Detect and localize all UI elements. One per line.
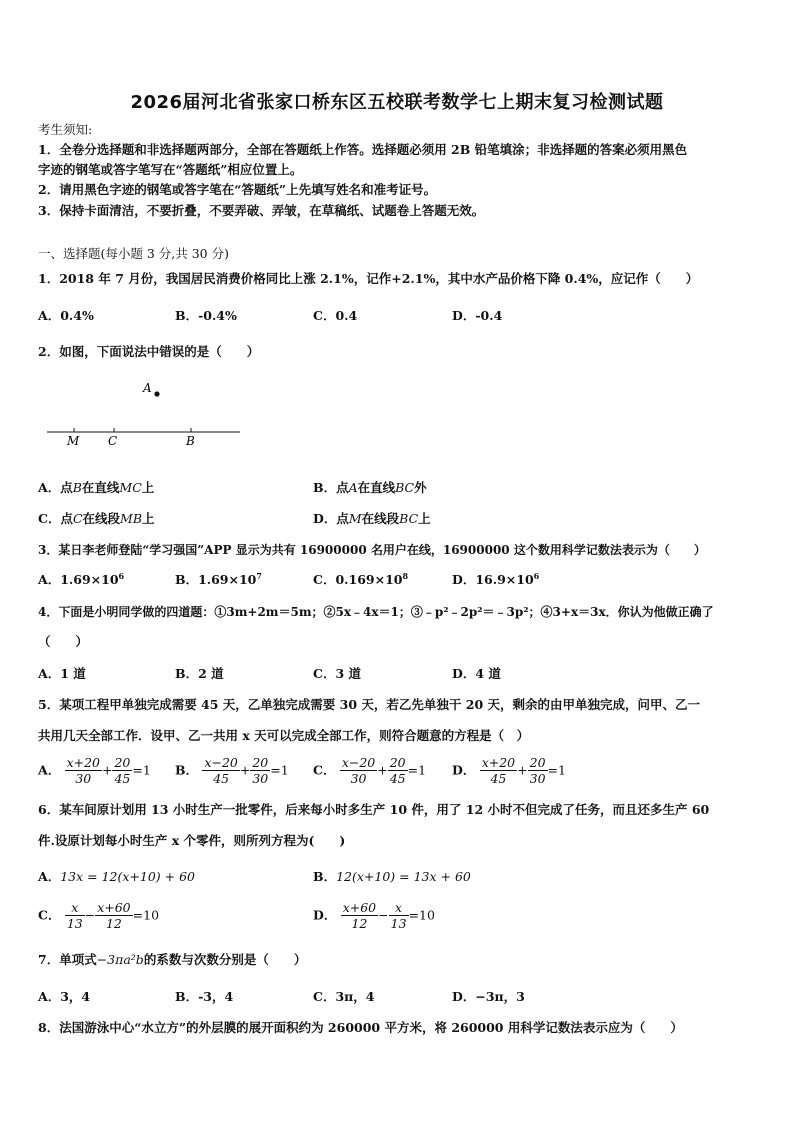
point-b-label: B [186, 434, 195, 448]
q5-d-d2: 30 [529, 771, 546, 786]
q1-option-c: C．0.4 [313, 308, 358, 323]
notice-item-1-cont: 字迹的钢笔或答字笔写在“答题纸”相应位置上。 [38, 162, 303, 177]
q3-option-d [452, 572, 539, 588]
q4-option-c: C．3 道 [313, 666, 361, 681]
q1-stem: 1．2018 年 7 月份，我国居民消费价格同比上涨 2.1%，记作+2.1%，其中水产品价格下降 0.4%，应记作（ ） [38, 271, 699, 286]
q4-option-a: A．1 道 [38, 666, 86, 681]
q5-a-d2: 45 [114, 771, 131, 786]
q6-option-b [313, 869, 471, 885]
q3-c-exp: 8 [402, 570, 409, 581]
point-a-label: A [143, 381, 152, 395]
q2-c-mid: 在线段 [82, 511, 121, 526]
q6-c-d1: 13 [66, 916, 83, 931]
q4-stem-cont: （ ） [38, 634, 89, 649]
q3-b-base: B．1.69×10 [175, 572, 257, 587]
q5-a-frac2 [112, 755, 132, 786]
q6-stem: 6．某车间原计划用 13 小时生产一批零件，后来每小时多生产 10 件，用了 12 小时不但完成了任务，而且还多生产 60 [38, 802, 710, 817]
q5-d-n1: x+20 [481, 755, 516, 770]
q2-d-pre: D．点 [313, 511, 349, 526]
notice-item-3: 3．保持卡面清洁，不要折叠，不要弄破、弄皱，在草稿纸、试题卷上答题无效。 [38, 203, 485, 218]
q5-option-a: A． $\frac{x+20}{30}$ + $\frac{20}{45}$ =1 [38, 755, 151, 786]
q8-stem: 8．法国游泳中心“水立方”的外层膜的展开面积约为 260000 平方米，将 260000 用科学记数法表示应为（ ） [38, 1020, 683, 1035]
q6-d-rhs: =10 [408, 907, 435, 923]
q2-figure [40, 375, 250, 450]
q1-option-d: D．-0.4 [452, 308, 503, 323]
q5-d-label: D． [452, 762, 476, 778]
q3-option-a [38, 572, 124, 588]
q2-b-post: 外 [414, 480, 427, 495]
q5-d-n2: 20 [529, 755, 546, 770]
q7-option-a: A．3，4 [38, 989, 91, 1004]
q6-d-d1: 12 [351, 916, 368, 931]
q6-c-label: C． [38, 907, 61, 923]
q7-option-b: B．-3，4 [175, 989, 234, 1004]
q6-d-n1: x+60 [342, 900, 377, 915]
q2-d-segment: BC [399, 511, 419, 526]
q4-stem: 4．下面是小明同学做的四道题：①3m+2m＝5m；②5x﹣4x＝1；③﹣p²﹣2p²＝﹣3p²；④3+x＝3x．你认为他做正确了 [38, 605, 714, 619]
q6-d-label: D． [313, 907, 337, 923]
q2-c-segment: MB [120, 511, 143, 526]
q2-option-b [313, 480, 427, 496]
q5-stem-cont: 共用几天全部工作．设甲、乙一共用 x 天可以完成全部工作，则符合题意的方程是（ ） [38, 728, 530, 743]
q5-a-n1: x+20 [66, 755, 100, 770]
q2-b-point: A [348, 480, 358, 495]
q1-option-b: B．-0.4% [175, 308, 237, 323]
q5-d-frac2 [528, 755, 548, 786]
q5-stem: 5．某项工程甲单独完成需要 45 天，乙单独完成需要 30 天，若乙先单独干 20 天，剩余的由甲单独完成，问甲、乙一 [38, 697, 700, 712]
q5-b-d2: 30 [252, 771, 269, 786]
q2-c-pre: C．点 [38, 511, 73, 526]
q5-c-d2: 45 [389, 771, 406, 786]
q5-c-n2: 20 [389, 755, 406, 770]
q2-c-point: C [72, 511, 83, 526]
q5-c-d1: 30 [350, 771, 367, 786]
q1-option-a: A．0.4% [38, 308, 94, 323]
q5-c-label: C． [313, 762, 336, 778]
q5-b-n2: 20 [252, 755, 269, 770]
q5-a-rhs: =1 [132, 762, 151, 778]
q7-option-c: C．3π，4 [313, 989, 375, 1004]
q2-option-a [38, 480, 154, 496]
q2-a-pre: A．点 [38, 480, 73, 495]
q2-a-post: 上 [141, 480, 155, 495]
q6-c-n1: x [65, 900, 85, 916]
q6-a-label: A． [38, 869, 61, 884]
q5-option-d: D． $\frac{x+20}{45}$ + $\frac{20}{30}$ =1 [452, 755, 566, 786]
q6-b-expr: 12(x+10) = 13x + 60 [336, 869, 471, 884]
q7-monomial: −3πa²b [96, 952, 144, 967]
q5-a-label: A． [38, 762, 61, 778]
q3-d-exp: 6 [533, 570, 540, 581]
section-heading: 一、选择题(每小题 3 分,共 30 分) [38, 246, 229, 261]
q6-d-op: − [378, 907, 389, 923]
q5-a-d1: 30 [75, 771, 92, 786]
q6-b-label: B． [313, 869, 337, 884]
q3-d-base: D．16.9×10 [452, 572, 534, 587]
point-a-dot [154, 391, 159, 396]
q3-c-base: C．0.169×10 [313, 572, 403, 587]
q7-stem-post: 的系数与次数分别是（ ） [143, 952, 307, 967]
q5-c-frac2 [388, 755, 408, 786]
q5-c-frac1 [340, 755, 377, 786]
point-c-label: C [108, 434, 118, 448]
q6-option-d [313, 900, 435, 931]
q2-option-c [38, 511, 155, 527]
q6-c-d2: 12 [105, 916, 122, 931]
q6-c-frac2 [95, 900, 132, 931]
q6-d-frac2 [389, 900, 409, 931]
q5-d-frac1 [480, 755, 517, 786]
q5-b-frac2 [250, 755, 270, 786]
point-m-label: M [67, 434, 80, 448]
q5-d-rhs: =1 [547, 762, 566, 778]
q7-stem-pre: 7．单项式 [38, 952, 97, 967]
q5-a-n2: 20 [114, 755, 131, 770]
q3-option-c [313, 572, 408, 588]
q6-a-expr: 13x = 12(x+10) + 60 [60, 869, 195, 884]
q7-stem [38, 952, 306, 968]
q3-b-exp: 7 [256, 570, 262, 581]
q2-b-pre: B．点 [313, 480, 349, 495]
q7-option-d: D．−3π，3 [452, 989, 525, 1004]
q5-b-label: B． [175, 762, 199, 778]
q6-c-rhs: =10 [132, 907, 160, 923]
q6-option-c [38, 900, 159, 931]
q2-b-mid: 在直线 [357, 480, 396, 495]
q5-option-c: C． $\frac{x-20}{30}$ + $\frac{20}{45}$ =1 [313, 755, 427, 786]
notice-heading: 考生须知: [38, 122, 93, 137]
q2-a-mid: 在直线 [81, 480, 120, 495]
q2-a-line: MC [119, 480, 142, 495]
q2-d-post: 上 [418, 511, 431, 526]
q5-c-rhs: =1 [407, 762, 427, 778]
notice-item-1: 1．全卷分选择题和非选择题两部分，全部在答题纸上作答。选择题必须用 2B 铅笔填涂；非选择题的答案必须用黑色 [38, 142, 688, 157]
q3-stem: 3．某日李老师登陆“学习强国”APP 显示为共有 16900000 名用户在线，16900000 这个数用科学记数法表示为（ ） [38, 543, 706, 557]
q5-b-d1: 45 [213, 771, 230, 786]
notice-item-2: 2．请用黑色字迹的钢笔或答字笔在“答题纸”上先填写姓名和准考证号。 [38, 182, 437, 197]
q6-c-n2: x+60 [97, 900, 131, 915]
q5-b-n1: x−20 [204, 755, 238, 770]
q2-option-d [313, 511, 431, 527]
q5-c-n1: x−20 [341, 755, 376, 770]
q2-d-mid: 在线段 [361, 511, 400, 526]
q6-c-frac1 [65, 900, 85, 931]
q6-d-frac1 [341, 900, 378, 931]
q6-stem-cont: 件.设原计划每小时生产 x 个零件，则所列方程为( ) [38, 833, 346, 848]
q2-c-post: 上 [142, 511, 155, 526]
q2-a-point: B [72, 480, 82, 495]
page-title: 2026届河北省张家口桥东区五校联考数学七上期末复习检测试题 [130, 92, 664, 113]
q4-option-d: D．4 道 [452, 666, 501, 681]
q2-stem: 2．如图，下面说法中错误的是（ ） [38, 344, 260, 359]
q3-option-b [175, 572, 262, 588]
q6-d-d2: 13 [390, 916, 407, 931]
q4-option-b: B．2 道 [175, 666, 224, 681]
q6-c-op: − [84, 907, 96, 923]
q2-d-point: M [348, 511, 362, 526]
q2-b-line: BC [395, 480, 415, 495]
q3-a-base: A．1.69×10 [38, 572, 119, 587]
q5-a-frac1 [65, 755, 102, 786]
q5-b-rhs: =1 [270, 762, 289, 778]
q6-option-a [38, 869, 195, 885]
q5-b-frac1 [202, 755, 239, 786]
q3-a-exp: 6 [118, 570, 125, 581]
q5-option-b: B． $\frac{x-20}{45}$ + $\frac{20}{30}$ =1 [175, 755, 289, 786]
q6-d-n2: x [389, 900, 409, 916]
q5-d-d1: 45 [490, 771, 507, 786]
